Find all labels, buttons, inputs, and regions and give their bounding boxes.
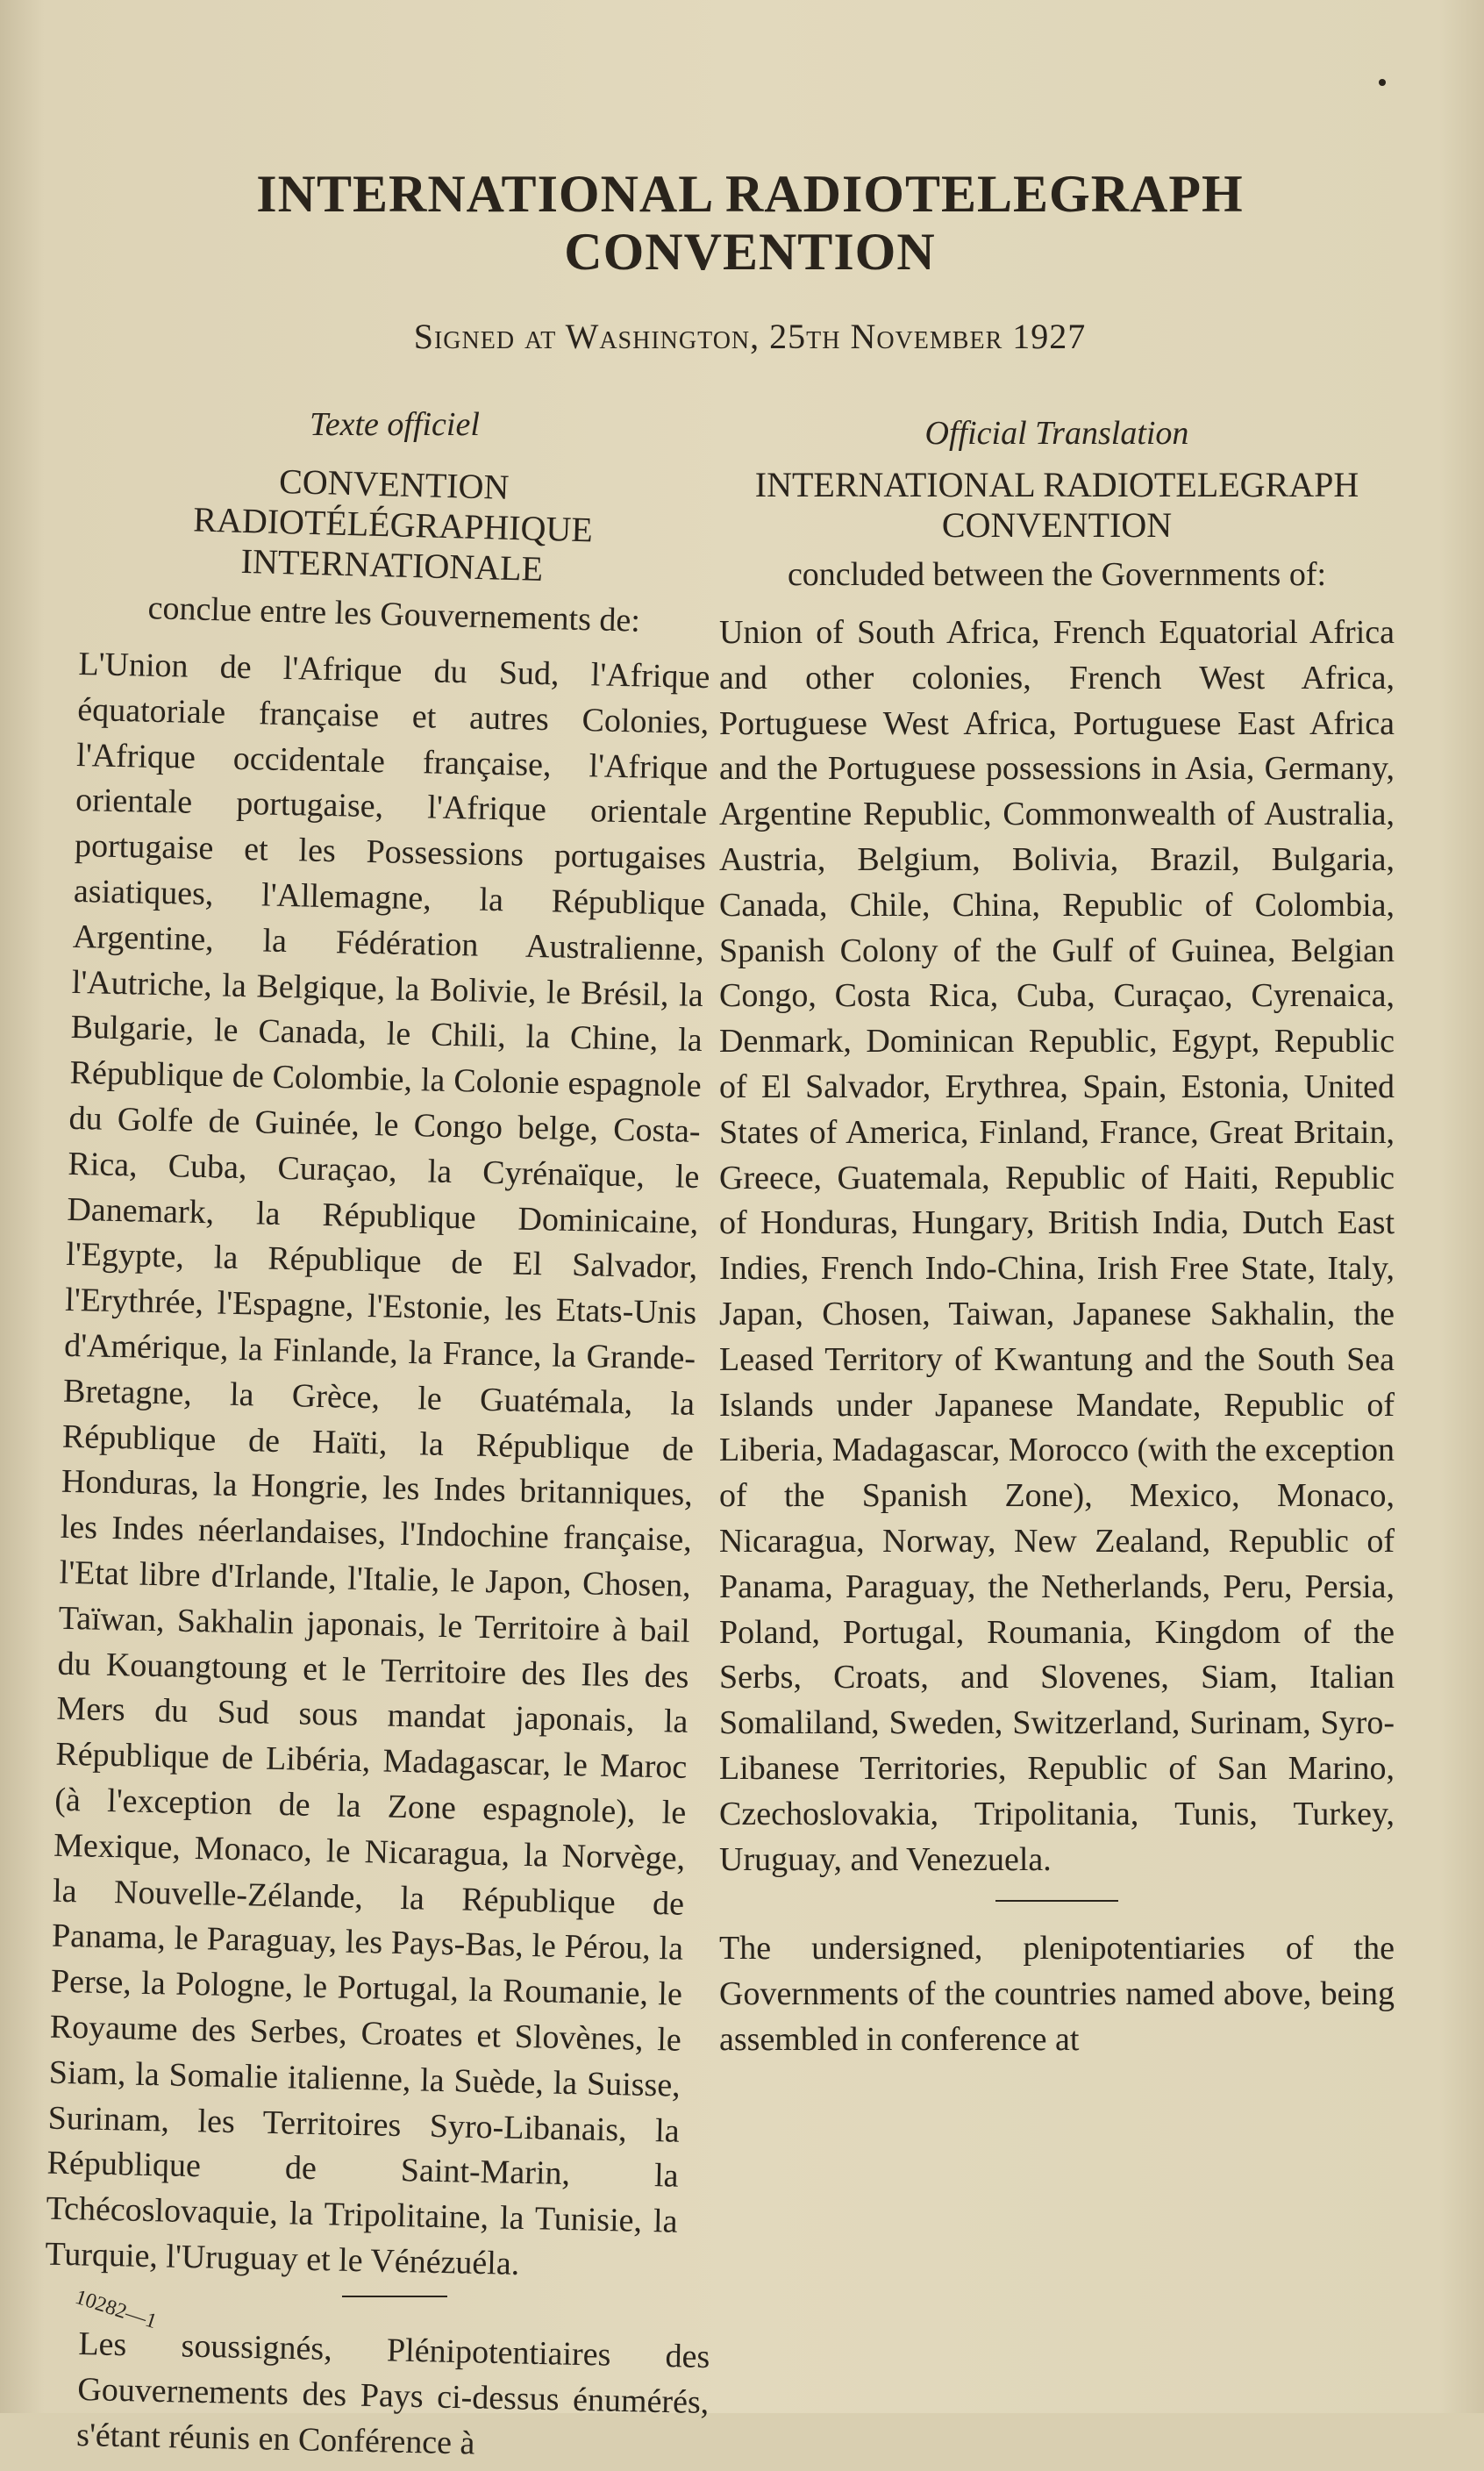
french-body: L'Union de l'Afrique du Sud, l'Afrique équatoriale française et autres Colonies, l'Afrique occidentale française, l'Afrique orientale portugaise, l'Afrique orientale portugaise et les Possessions portugaises asiatiques, l'Allemagne, la République Argentine, la Fédération Australienne, l'Autriche, la Belgique, la Bolivie, le Brésil, la Bulgarie, le Canada, le Chili, la Chine, la République de Colombie, la Colonie espagnole du Golfe de Guinée, le Congo belge, Costa-Rica, Cuba, Curaçao, la Cyrénaïque, le Danemark, la République Dominicaine, l'Egypte, la République de El Salvador, l'Erythrée, l'Espagne, l'Estonie, les Etats-Unis d'Amérique, la Finlande, la France, la Grande-Bretagne, la Grèce, le Guatémala, la République de Haïti, la République de Honduras, la Hongrie, les Indes britanniques, les Indes néerlandaises, l'Indochine française, l'Etat libre d'Irlande, l'Italie, le Japon, Chosen, Taïwan, Sakhalin japonais, le Territoire à bail du Kouangtoung et le Territoire des Iles des Mers du Sud sous mandat japonais, la République de Libéria, Madagascar, le Maroc (à l'exception de la Zone espagnole), le Mexique, Monaco, le Nicaragua, la Norvège, la Nouvelle-Zélande, la République de Panama, le Paraguay, les Pays-Bas, le Pérou, la Perse, la Pologne, le Portugal, la Roumanie, le Royaume des Serbes, Croates et Slovènes, le Siam, la Somalie italienne, la Suède, la Suisse, Surinam, les Territoires Syro-Libanais, la République de Saint-Marin, la Tchécoslovaquie, la Tripolitaine, la Tunisie, la Turquie, l'Uruguay et le Vénézuéla. bbox=[45, 645, 710, 2282]
title-line-2: CONVENTION bbox=[564, 223, 936, 281]
french-divider bbox=[342, 2296, 447, 2297]
english-subtitle: concluded between the Governments of: bbox=[787, 556, 1327, 593]
french-subtitle: conclue entre les Gouvernements de: bbox=[147, 589, 641, 639]
signing-line: Signed at Washington, 25th November 1927 bbox=[413, 317, 1087, 356]
ink-dot bbox=[1379, 79, 1386, 86]
english-closing: The undersigned, plenipotentiaries of the Governments of the countries named above, being assembled in conference at bbox=[719, 1930, 1395, 2058]
print-mark: 10282—1 bbox=[72, 2285, 160, 2334]
english-label: Official Translation bbox=[924, 415, 1189, 452]
french-title: CONVENTION RADIOTÉLÉGRAPHIQUE INTERNATIONALE bbox=[192, 461, 594, 589]
french-closing: Les soussignés, Plénipotentiaires des Gouvernements des Pays ci-dessus énumérés, s'étant réunis en Conférence à bbox=[75, 2325, 710, 2461]
english-column bbox=[719, 414, 1395, 2063]
document-title bbox=[175, 165, 1324, 281]
title-line-1: INTERNATIONAL RADIOTELEGRAPH bbox=[256, 165, 1244, 223]
english-body: Union of South Africa, French Equatorial Africa and other colonies, French West Africa, Portuguese West Africa, Portuguese East Africa and the Portuguese possessions in Asia, Germany, Argentine Republic, Commonwealth of Australia, Austria, Belgium, Bolivia, Brazil, Bulgaria, Canada, Chile, China, Republic of Colombia, Spanish Colony of the Gulf of Guinea, Belgian Congo, Costa Rica, Cuba, Curaçao, Cyrenaica, Denmark, Dominican Republic, Egypt, Republic of El Salvador, Erythrea, Spain, Estonia, United States of America, Finland, France, Great Britain, Greece, Guatemala, Republic of Haiti, Republic of Honduras, Hungary, British India, Dutch East Indies, French Indo-China, Irish Free State, Italy, Japan, Chosen, Taiwan, Japanese Sakhalin, the Leased Territory of Kwantung and the South Sea Islands under Japanese Mandate, Republic of Liberia, Madagascar, Morocco (with the exception of the Spanish Zone), Mexico, Monaco, Nicaragua, Norway, New Zealand, Republic of Panama, Paraguay, the Netherlands, Peru, Persia, Poland, Portugal, Roumania, Kingdom of the Serbs, Croats, and Slovenes, Siam, Italian Somaliland, Sweden, Switzerland, Surinam, Syro-Libanese Territories, Republic of San Marino, Czechoslovakia, Tripolitania, Tunis, Turkey, Uruguay, and Venezuela. bbox=[719, 614, 1395, 1878]
french-column bbox=[45, 405, 710, 2461]
french-label: Texte officiel bbox=[310, 406, 480, 443]
english-title: INTERNATIONAL RADIOTELEGRAPH CONVENTION bbox=[754, 465, 1359, 545]
english-divider bbox=[995, 1900, 1118, 1902]
